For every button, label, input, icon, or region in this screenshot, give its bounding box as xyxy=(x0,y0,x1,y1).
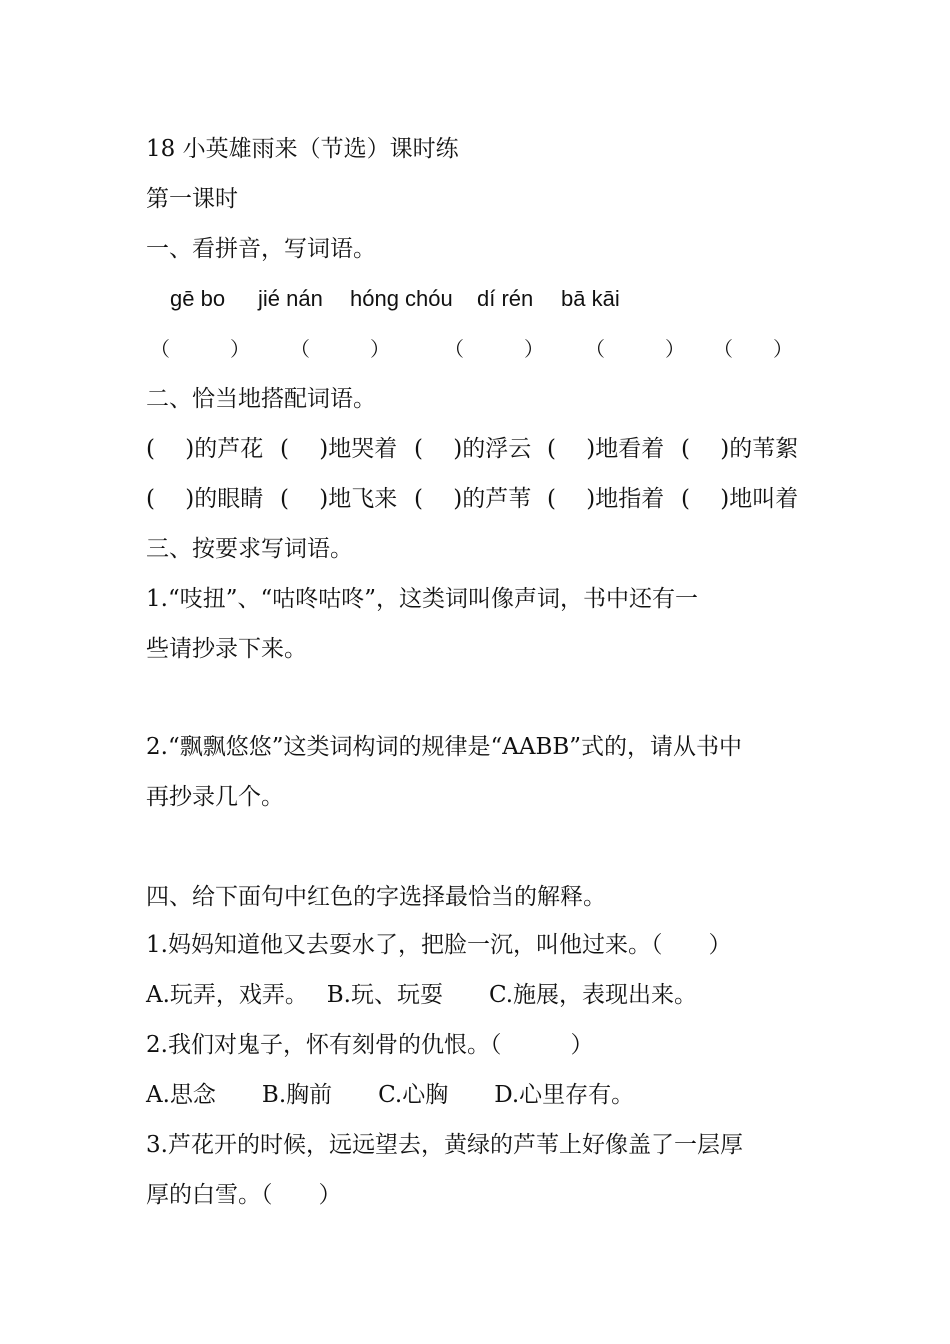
section4-heading: 四、给下面句中红色的字选择最恰当的解释。 xyxy=(146,884,606,910)
answer-blank[interactable]: （ ） xyxy=(585,337,685,361)
question-text: 再抄录几个。 xyxy=(146,784,284,810)
answer-blank[interactable]: （ ） xyxy=(290,337,390,361)
match-item[interactable]: ( )的苇絮 xyxy=(681,436,799,462)
match-item[interactable]: ( )地看着 xyxy=(547,436,665,462)
match-item[interactable]: ( )地飞来 xyxy=(280,486,398,512)
question-text: 2.“飘飘悠悠”这类词构词的规律是“AABB”式的，请从书中 xyxy=(146,734,743,760)
question-text: 厚的白雪。（ ） xyxy=(146,1182,342,1208)
lesson-label: 第一课时 xyxy=(146,186,238,212)
match-item[interactable]: ( )的芦花 xyxy=(146,436,264,462)
answer-options: A.玩弄，戏弄。 B.玩、玩耍 C.施展，表现出来。 xyxy=(146,982,698,1008)
match-item[interactable]: ( )地指着 xyxy=(547,486,665,512)
match-item[interactable]: ( )的芦苇 xyxy=(414,486,532,512)
pinyin-item: dí rén xyxy=(477,286,534,311)
pinyin-item: bā kāi xyxy=(561,286,620,311)
question-text: 2.我们对鬼子，怀有刻骨的仇恨。（ ） xyxy=(146,1032,594,1058)
question-text: 些请抄录下来。 xyxy=(146,636,307,662)
question-text: 3.芦花开的时候，远远望去，黄绿的芦苇上好像盖了一层厚 xyxy=(146,1132,743,1158)
match-item[interactable]: ( )的眼睛 xyxy=(146,486,264,512)
pinyin-item: gē bo xyxy=(170,286,226,311)
pinyin-item: jié nán xyxy=(258,286,323,311)
answer-options: A.思念 B.胸前 C.心胸 D.心里存有。 xyxy=(146,1082,635,1108)
match-item[interactable]: ( )的浮云 xyxy=(414,436,532,462)
section1-heading: 一、看拼音，写词语。 xyxy=(146,236,376,262)
question-text: 1.妈妈知道他又去耍水了，把脸一沉，叫他过来。（ ） xyxy=(146,932,732,958)
question-text: 1.“吱扭”、“咕咚咕咚”，这类词叫像声词，书中还有一 xyxy=(146,586,698,612)
worksheet-title: 18 小英雄雨来（节选）课时练 xyxy=(146,136,459,162)
match-item[interactable]: ( )地叫着 xyxy=(681,486,799,512)
answer-blank[interactable]: （ ） xyxy=(444,337,544,361)
match-item[interactable]: ( )地哭着 xyxy=(280,436,398,462)
answer-blank[interactable]: （ ） xyxy=(713,337,793,361)
section2-heading: 二、恰当地搭配词语。 xyxy=(146,386,376,412)
section3-heading: 三、按要求写词语。 xyxy=(146,536,353,562)
answer-blank[interactable]: （ ） xyxy=(150,337,250,361)
pinyin-item: hóng chóu xyxy=(350,286,453,311)
